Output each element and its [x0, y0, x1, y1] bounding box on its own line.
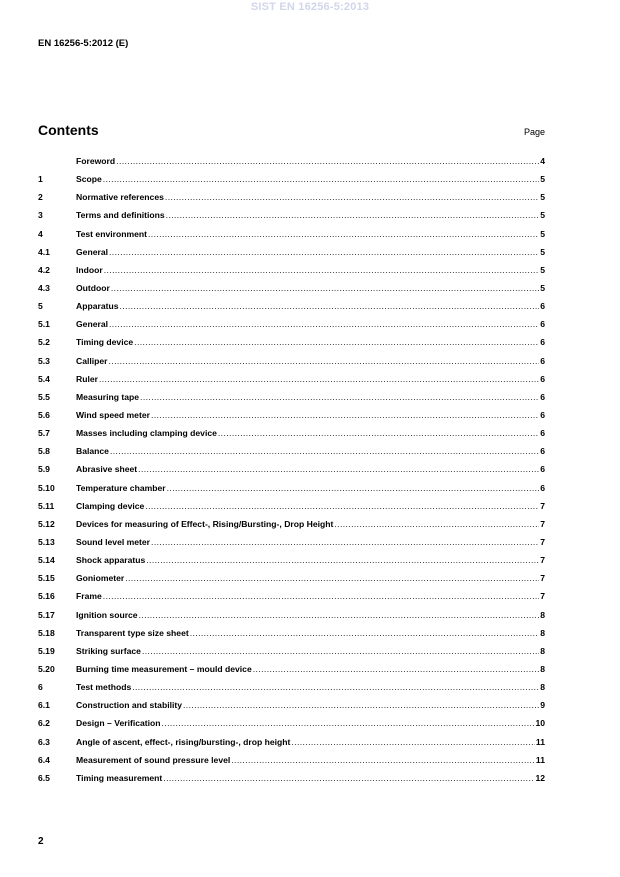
page-column-header: Page	[523, 127, 545, 137]
toc-entry[interactable]	[38, 483, 545, 501]
toc-entry-title: Frame	[76, 591, 102, 602]
toc-entry-number: 5.17	[38, 609, 55, 620]
toc-entry-page: 7	[540, 591, 545, 602]
toc-entry-title: Construction and stability	[76, 700, 182, 711]
toc-dot-leader	[183, 700, 539, 710]
toc-entry-number: 5.10	[38, 482, 55, 493]
toc-entry-title: Test methods	[76, 682, 132, 693]
toc-entry-number: 5.1	[38, 319, 50, 330]
toc-entry-title: Goniometer	[76, 573, 125, 584]
toc-dot-leader	[110, 446, 539, 456]
toc-entry-page: 6	[540, 355, 545, 366]
toc-entry[interactable]	[38, 628, 545, 646]
toc-entry-number: 6.5	[38, 772, 50, 783]
toc-entry-number: 5.7	[38, 428, 50, 439]
toc-entry[interactable]	[38, 664, 545, 682]
toc-entry[interactable]	[38, 700, 545, 718]
toc-entry[interactable]	[38, 337, 545, 355]
toc-entry-title: Devices for measuring of Effect-, Rising/Bursting-, Drop Height	[76, 518, 334, 529]
toc-entry-number: 5.18	[38, 627, 55, 638]
toc-entry-page: 10	[535, 718, 545, 729]
toc-entry-title: Ruler	[76, 373, 98, 384]
toc-dot-leader	[111, 283, 539, 293]
toc-dot-leader	[148, 229, 539, 239]
toc-entry-page: 8	[540, 663, 545, 674]
toc-entry-page: 5	[540, 174, 545, 185]
toc-entry-page: 7	[540, 555, 545, 566]
toc-dot-leader	[291, 737, 535, 747]
toc-entry[interactable]	[38, 718, 545, 736]
toc-entry-title: Timing measurement	[76, 772, 163, 783]
toc-entry[interactable]	[38, 229, 545, 247]
toc-entry-number: 4.3	[38, 282, 50, 293]
toc-entry-page: 5	[540, 210, 545, 221]
toc-dot-leader	[145, 501, 539, 511]
toc-entry[interactable]	[38, 555, 545, 573]
toc-entry-number: 3	[38, 210, 43, 221]
toc-entry-number: 4	[38, 228, 43, 239]
toc-entry-number: 5.16	[38, 591, 55, 602]
toc-dot-leader	[190, 628, 540, 638]
toc-entry[interactable]	[38, 192, 545, 210]
toc-entry-number: 5.19	[38, 645, 55, 656]
toc-entry-title: Timing device	[76, 337, 134, 348]
toc-entry-title: Normative references	[76, 192, 164, 203]
toc-entry-number: 5.20	[38, 663, 55, 674]
toc-dot-leader	[253, 664, 539, 674]
toc-entry-title: Ignition source	[76, 609, 138, 620]
toc-entry-number: 4.2	[38, 264, 50, 275]
toc-entry[interactable]	[38, 301, 545, 319]
toc-dot-leader	[116, 156, 539, 166]
toc-entry-number: 5.12	[38, 518, 55, 529]
toc-entry[interactable]	[38, 737, 545, 755]
toc-dot-leader	[151, 410, 539, 420]
toc-entry-title: Angle of ascent, effect-, rising/bursting-, drop height	[76, 736, 291, 747]
toc-entry-number: 6.4	[38, 754, 50, 765]
watermark: SIST EN 16256-5:2013	[250, 1, 370, 13]
toc-entry-number: 4.1	[38, 246, 50, 257]
toc-dot-leader	[125, 573, 539, 583]
toc-entry-number: 6.1	[38, 700, 50, 711]
toc-entry-number: 5.8	[38, 446, 50, 457]
toc-entry-title: Temperature chamber	[76, 482, 166, 493]
toc-entry[interactable]	[38, 591, 545, 609]
contents-heading: Contents	[38, 122, 99, 138]
toc-entry[interactable]	[38, 682, 545, 700]
toc-entry-title: Clamping device	[76, 500, 145, 511]
toc-entry[interactable]	[38, 573, 545, 591]
toc-entry-number: 5.9	[38, 464, 50, 475]
toc-entry[interactable]	[38, 519, 545, 537]
toc-entry-title: Measurement of sound pressure level	[76, 754, 231, 765]
page-number: 2	[38, 836, 44, 847]
toc-dot-leader	[151, 537, 539, 547]
toc-entry-title: Sound level meter	[76, 536, 151, 547]
toc-entry-page: 7	[540, 536, 545, 547]
table-of-contents	[38, 156, 545, 791]
toc-dot-leader	[138, 464, 539, 474]
toc-entry[interactable]	[38, 646, 545, 664]
toc-entry-page: 6	[540, 464, 545, 475]
toc-entry-title: General	[76, 246, 109, 257]
toc-entry-page: 8	[540, 645, 545, 656]
toc-entry-page: 5	[540, 246, 545, 257]
toc-entry-page: 8	[540, 627, 545, 638]
toc-entry-title: Test environment	[76, 228, 147, 239]
toc-entry-title: Measuring tape	[76, 391, 140, 402]
toc-entry-title: Burning time measurement – mould device	[76, 663, 252, 674]
toc-entry[interactable]	[38, 374, 545, 392]
toc-entry-page: 6	[540, 428, 545, 439]
toc-entry[interactable]	[38, 428, 545, 446]
toc-entry[interactable]	[38, 356, 545, 374]
toc-entry-title: Scope	[76, 174, 102, 185]
toc-entry[interactable]	[38, 410, 545, 428]
toc-dot-leader	[134, 337, 539, 347]
toc-entry-number: 5.11	[38, 500, 55, 511]
toc-entry-page: 4	[540, 156, 545, 166]
toc-dot-leader	[140, 392, 539, 402]
toc-entry-page: 7	[540, 573, 545, 584]
toc-entry-page: 5	[540, 228, 545, 239]
toc-entry-page: 8	[540, 609, 545, 620]
toc-dot-leader	[334, 519, 539, 529]
toc-entry-number: 2	[38, 192, 43, 203]
toc-dot-leader	[132, 682, 539, 692]
toc-entry-page: 7	[540, 518, 545, 529]
document-reference: EN 16256-5:2012 (E)	[38, 38, 129, 49]
toc-entry-title: Striking surface	[76, 645, 141, 656]
toc-entry-page: 6	[540, 446, 545, 457]
toc-entry[interactable]	[38, 210, 545, 228]
toc-dot-leader	[165, 192, 539, 202]
toc-dot-leader	[99, 374, 539, 384]
toc-entry[interactable]	[38, 156, 545, 174]
toc-entry-page: 11	[535, 736, 545, 747]
toc-entry-page: 11	[535, 754, 545, 765]
toc-entry-title: Transparent type size sheet	[76, 627, 189, 638]
toc-entry[interactable]	[38, 537, 545, 555]
toc-entry-page: 12	[535, 772, 545, 783]
toc-entry-number: 6	[38, 682, 43, 693]
toc-entry-number: 6.2	[38, 718, 50, 729]
toc-entry-title: Balance	[76, 446, 109, 457]
toc-dot-leader	[167, 483, 540, 493]
toc-entry-number: 5.4	[38, 373, 50, 384]
toc-dot-leader	[231, 755, 535, 765]
toc-dot-leader	[109, 319, 539, 329]
toc-dot-leader	[166, 210, 540, 220]
toc-entry[interactable]	[38, 773, 545, 791]
toc-entry-page: 6	[540, 391, 545, 402]
toc-dot-leader	[163, 773, 534, 783]
toc-entry-number: 5.14	[38, 555, 55, 566]
toc-entry-page: 8	[540, 682, 545, 693]
toc-entry-number: 5.3	[38, 355, 50, 366]
toc-entry[interactable]	[38, 755, 545, 773]
toc-entry[interactable]	[38, 283, 545, 301]
toc-entry-number: 5.2	[38, 337, 50, 348]
toc-entry[interactable]	[38, 265, 545, 283]
toc-entry[interactable]	[38, 610, 545, 628]
toc-dot-leader	[120, 301, 540, 311]
toc-entry-page: 6	[540, 373, 545, 384]
toc-dot-leader	[142, 646, 539, 656]
toc-entry-number: 5.6	[38, 409, 50, 420]
toc-entry-number: 5.5	[38, 391, 50, 402]
toc-entry-number: 6.3	[38, 736, 50, 747]
toc-entry[interactable]	[38, 464, 545, 482]
toc-entry-title: Abrasive sheet	[76, 464, 138, 475]
toc-entry-page: 6	[540, 337, 545, 348]
toc-dot-leader	[104, 265, 539, 275]
toc-dot-leader	[218, 428, 539, 438]
toc-dot-leader	[162, 718, 535, 728]
toc-entry-title: Apparatus	[76, 301, 119, 312]
toc-entry-page: 7	[540, 500, 545, 511]
toc-entry-title: Shock apparatus	[76, 555, 146, 566]
toc-entry-title: Terms and definitions	[76, 210, 165, 221]
toc-entry-page: 6	[540, 482, 545, 493]
toc-entry-title: Calliper	[76, 355, 108, 366]
toc-entry[interactable]	[38, 501, 545, 519]
toc-entry-page: 9	[540, 700, 545, 711]
toc-entry-title: Wind speed meter	[76, 409, 150, 420]
toc-entry-number: 5.13	[38, 536, 55, 547]
toc-dot-leader	[109, 247, 539, 257]
toc-entry-page: 5	[540, 282, 545, 293]
toc-entry-title: General	[76, 319, 109, 330]
toc-entry-page: 5	[540, 192, 545, 203]
toc-entry[interactable]	[38, 319, 545, 337]
toc-dot-leader	[103, 591, 539, 601]
toc-entry-title: Design – Verification	[76, 718, 161, 729]
toc-entry-number: 1	[38, 174, 43, 185]
toc-dot-leader	[103, 174, 539, 184]
toc-entry[interactable]	[38, 446, 545, 464]
toc-entry-page: 6	[540, 409, 545, 420]
toc-entry-number: 5	[38, 301, 43, 312]
toc-entry-page: 5	[540, 264, 545, 275]
toc-entry-title: Indoor	[76, 264, 103, 275]
toc-entry-number: 5.15	[38, 573, 55, 584]
toc-entry-title: Masses including clamping device	[76, 428, 217, 439]
toc-entry[interactable]	[38, 247, 545, 265]
toc-dot-leader	[146, 555, 539, 565]
toc-entry-title: Outdoor	[76, 282, 110, 293]
toc-entry-page: 6	[540, 301, 545, 312]
toc-entry-title: Foreword	[76, 156, 116, 166]
toc-dot-leader	[109, 356, 540, 366]
toc-entry-page: 6	[540, 319, 545, 330]
toc-entry[interactable]	[38, 392, 545, 410]
toc-entry[interactable]	[38, 174, 545, 192]
toc-dot-leader	[139, 610, 540, 620]
